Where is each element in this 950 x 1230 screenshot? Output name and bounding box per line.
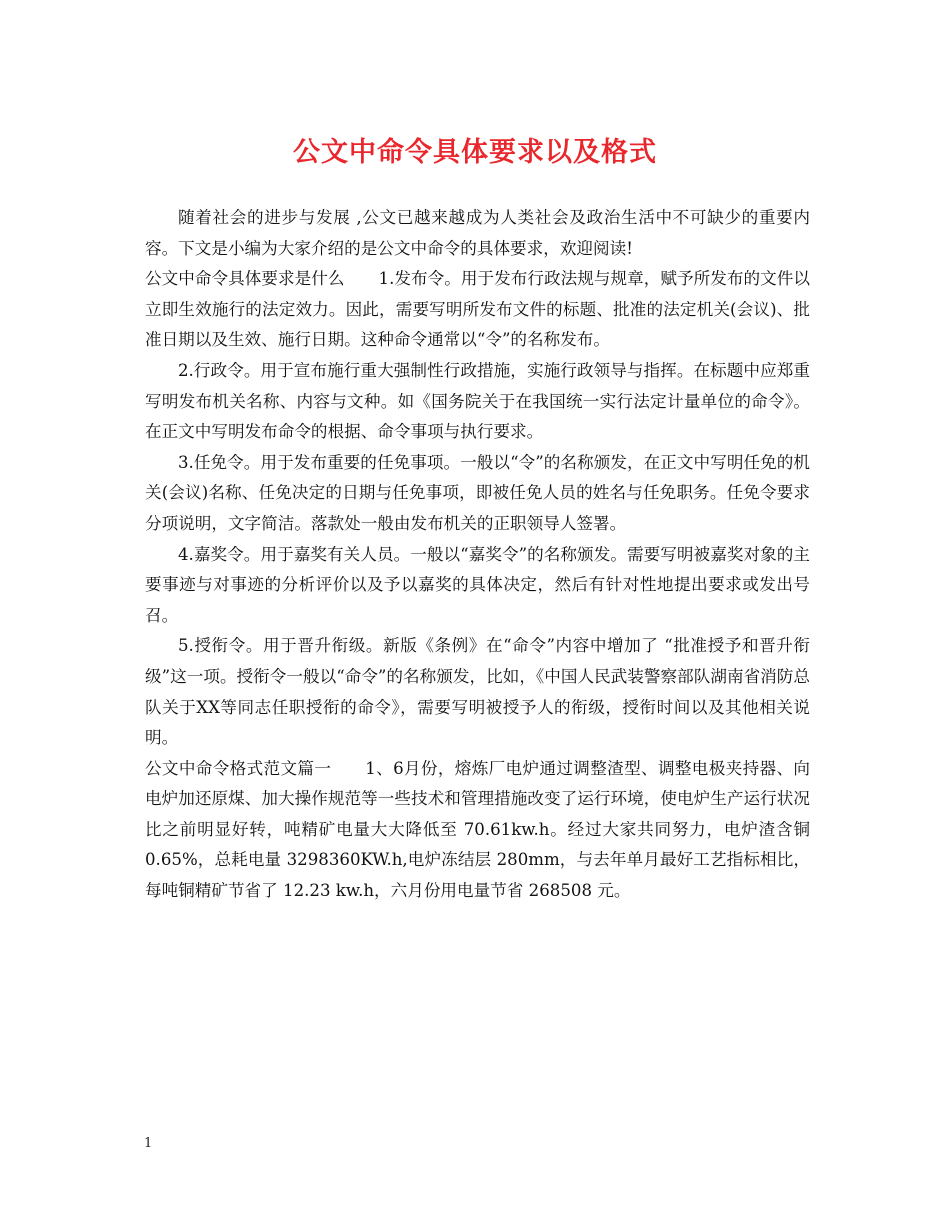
document-body xyxy=(145,203,810,907)
section-1-paragraph xyxy=(145,264,810,356)
sample-1-text: 1、6月份，熔炼厂电炉通过调整渣型、调整电极夹持器、向电炉加还原煤、加大操作规范等一些技术和管理措施改变了运行环境，使电炉生产运行状况比之前明显好转，吨精矿电量大大降低至 70.61kw.h。经过大家共同努力，电炉渣含铜 0.65%，总耗电量 3298360KW.h,电炉冻结层 280mm，与去年单月最好工艺指标相比，每吨铜精矿节省了 12.23 kw.h，六月份用电量节省 268508 元。 xyxy=(145,758,810,901)
section-1-heading: 公文中命令具体要求是什么 xyxy=(145,269,345,289)
section-2-paragraph xyxy=(145,754,810,907)
item-2-paragraph: 2.行政令。用于宣布施行重大强制性行政措施，实施行政领导与指挥。在标题中应郑重写明发布机关名称、内容与文种。如《国务院关于在我国统一实行法定计量单位的命令》。在正文中写明发布命令的根据、命令事项与执行要求。 xyxy=(145,360,810,442)
section-2-heading: 公文中命令格式范文篇一 xyxy=(145,758,332,778)
document-title: 公文中命令具体要求以及格式 xyxy=(293,137,657,168)
item-1-text: 1.发布令。用于发布行政法规与规章，赋予所发布的文件以立即生效施行的法定效力。因此，需要写明所发布文件的标题、批准的法定机关(会议)、批准日期以及生效、施行日期。这种命令通常以“令”的名称发布。 xyxy=(145,269,810,350)
item-3-paragraph: 3.任免令。用于发布重要的任免事项。一般以“令”的名称颁发，在正文中写明任免的机关(会议)名称、任免决定的日期与任免事项，即被任免人员的姓名与任免职务。任免令要求分项说明，文字简洁。落款处一般由发布机关的正职领导人签署。 xyxy=(145,452,810,533)
page-number: 1 xyxy=(144,1136,153,1151)
item-5-paragraph: 5.授衔令。用于晋升衔级。新版《条例》在“命令”内容中增加了 “批准授予和晋升衔级”这一项。授衔令一般以“命令”的名称颁发，比如，《中国人民武装警察部队湖南省消防总队关于XX等同志任职授衔的命令》，需要写明被授予人的衔级，授衔时间以及其他相关说明。 xyxy=(145,636,810,748)
intro-paragraph: 随着社会的进步与发展 ,公文已越来越成为人类社会及政治生活中不可缺少的重要内容。下文是小编为大家介绍的是公文中命令的具体要求，欢迎阅读! xyxy=(145,208,810,258)
item-4-paragraph: 4.嘉奖令。用于嘉奖有关人员。一般以“嘉奖令”的名称颁发。需要写明被嘉奖对象的主要事迹与对事迹的分析评价以及予以嘉奖的具体决定，然后有针对性地提出要求或发出号召。 xyxy=(145,544,810,625)
